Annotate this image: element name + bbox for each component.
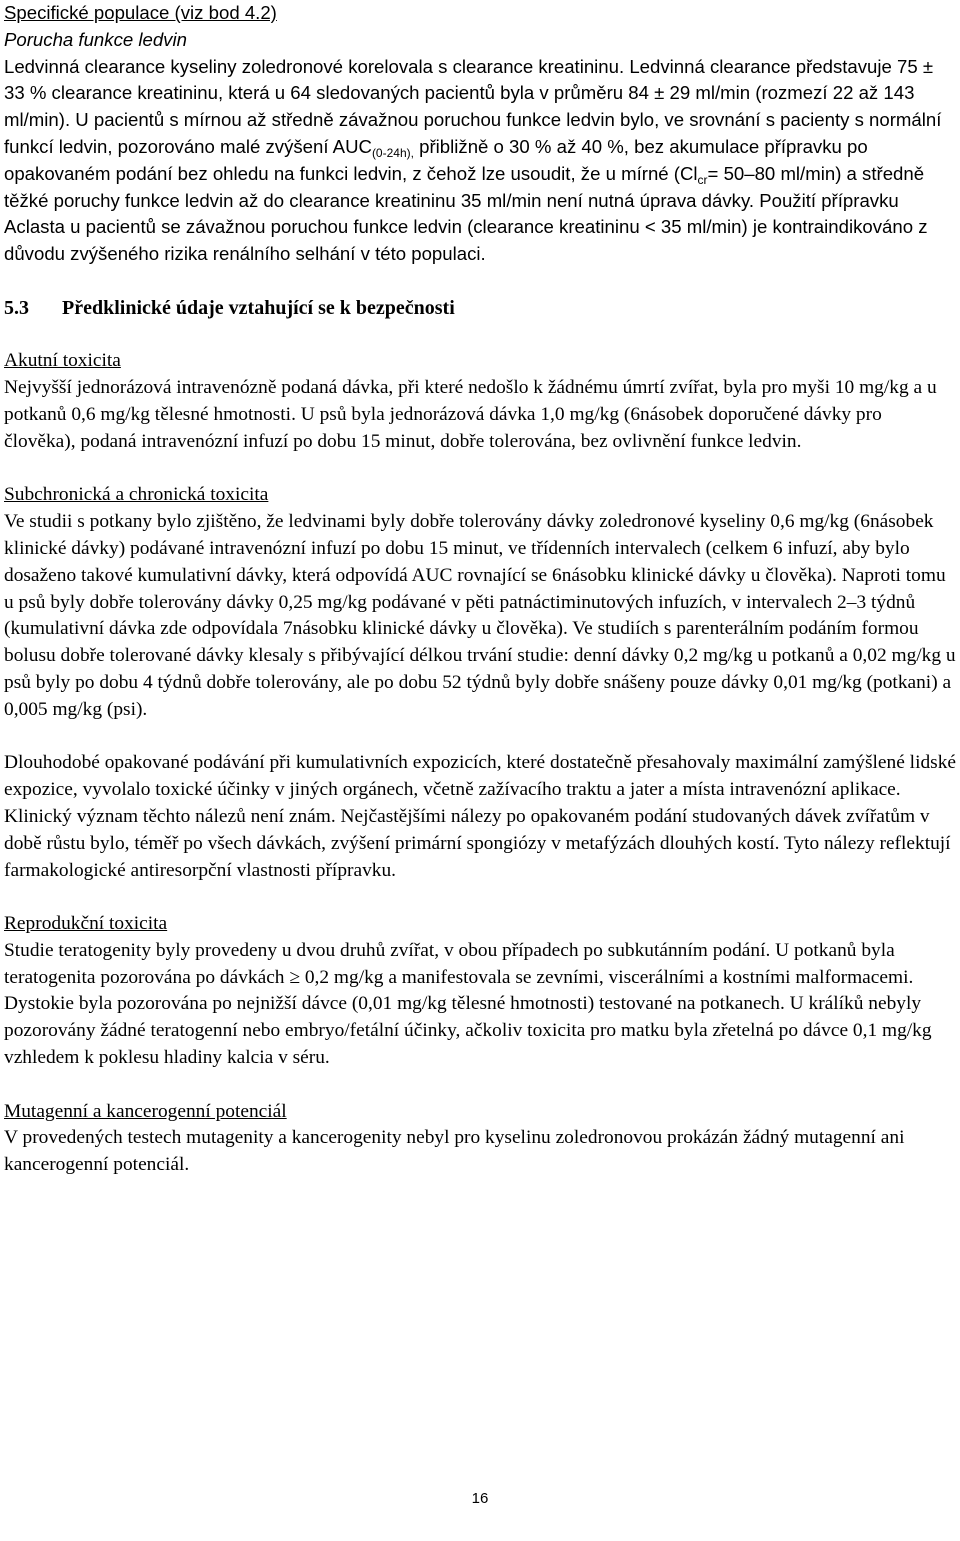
cl-subscript: cr: [697, 172, 708, 187]
subchronic-toxicity-text: Ve studii s potkany bylo zjištěno, že ledvinami byly dobře tolerovány dávky zoledronové kyseliny 0,6 mg/kg (6násobek klinické dávky) podávané intravenózní infuzí po dobu 15 minut, ve třídenních intervalech (celkem 6 infuzí, aby bylo dosaženo takové kumulativní dávky, která odpovídá AUC rovnající se 6násobku klinické dávky u člověka). Naproti tomu u psů byly dobře tolerovány dávky 0,25 mg/kg podávané v pěti patnáctiminutových infuzích, v intervalech 2–3 týdnů (kumulativní dávka zde odpovídala 7násobku klinické dávky u člověka). Ve studiích s parenterálním podáním formou bolusu dobře tolerované dávky klesaly s přibývající délkou trvání studie: denní dávky 0,2 mg/kg u potkanů a 0,02 mg/kg u psů byly po dobu 4 týdnů dobře tolerovány, ale po dobu 52 týdnů byly dobře snášeny pouze dávky 0,01 mg/kg (potkani) a 0,005 mg/kg (psi).: [4, 511, 956, 720]
mutagenic-text: V provedených testech mutagenity a kancerogenity nebyl pro kyselinu zoledronovou prokázán žádný mutagenní ani kancerogenní potenciál.: [4, 1127, 905, 1176]
auc-subscript: (0-24h),: [371, 145, 414, 160]
long-term-dosing-text: Dlouhodobé opakované podávání při kumulativních expozicích, které dostatečně přesahovaly maximální zamýšlené lidské expozice, vyvolalo toxické účinky v jiných orgánech, včetně zažívacího traktu a jater a místa intravenózní aplikace. Klinický význam těchto nálezů není znám. Nejčastějšími nálezy po opakovaném podání studovaných dávek zvířatům v době růstu bylo, téměř po všech dávkách, zvýšení primární spongiózy v metafýzách dlouhých kostí. Tyto nálezy reflektují farmakologické antiresorpční vlastnosti přípravku.: [4, 752, 956, 881]
section-number: 5.3: [4, 296, 29, 319]
subheading-renal-impairment: Porucha funkce ledvin: [4, 28, 187, 50]
paragraph-renal-clearance-part-a: Ledvinná clearance kyseliny zoledronové korelovala s clearance kreatininu. Ledvinná clearance představuje 75 ± 33 % clearance kreatininu, která u 64 sledovaných pacientů byla v průměru 84 ± 29 ml/min (rozmezí 22 až 143 ml/min).: [4, 55, 934, 131]
section-heading: [4, 295, 956, 322]
subchronic-toxicity-heading: Subchronická a chronická toxicita: [4, 484, 269, 506]
document-page: [4, 0, 956, 1179]
page-number: 16: [471, 1490, 489, 1507]
section-title: Předklinické údaje vztahující se k bezpečnosti: [62, 296, 455, 319]
acute-toxicity-text: Nejvyšší jednorázová intravenózně podaná dávka, při které nedošlo k žádnému úmrtí zvířat, byla pro myši 10 mg/kg a u potkanů 0,6 mg/kg tělesné hmotnosti. U psů byla jednorázová dávka 1,0 mg/kg (6násobek doporučené dávky pro člověka), podaná intravenózní infuzí po dobu 15 minut, dobře tolerována, bez ovlivnění funkce ledvin.: [4, 377, 937, 452]
paragraph-renal-clearance-part-c: přibližně o 30 % až 40 %, bez akumulace přípravku po opakovaném podání bez ohledu na funkci ledvin, z čehož lze usoudit, že u mírné (Cl: [4, 135, 868, 184]
reproductive-toxicity-text: Studie teratogenity byly provedeny u dvou druhů zvířat, v obou případech po subkutánním podání. U potkanů byla teratogenita pozorována po dávkách ≥ 0,2 mg/kg a manifestovala se zevními, viscerálními a kostními malformacemi. Dystokie byla pozorována po nejnižší dávce (0,01 mg/kg tělesné hmotnosti) testované na potkanech. U králíků nebyly pozorovány žádné teratogenní nebo embryo/fetální účinky, ačkoliv toxicita pro matku byla zřetelná po dávce 0,1 mg/kg vzhledem k poklesu hladiny kalcia v séru.: [4, 939, 932, 1069]
paragraph-renal-clearance: [4, 54, 956, 268]
mutagenic-heading: Mutagenní a kancerogenní potenciál: [4, 1100, 287, 1122]
paragraph-renal-clearance-part-b: U pacientů s mírnou až středně závažnou poruchou funkce ledvin bylo, ve srovnání s pacienty s normální funkcí ledvin, pozorováno malé zvýšení AUC: [4, 109, 942, 157]
acute-toxicity-heading: Akutní toxicita: [4, 350, 121, 372]
paragraph-renal-clearance-part-d: = 50–80 ml/min) a středně těžké poruchy funkce ledvin až do clearance kreatininu 35 ml/min není nutná úprava dávky. Použití přípravku Aclasta u pacientů se závažnou poruchou funkce ledvin (clearance kreatininu < 35 ml/min) je kontraindikováno z důvodu zvýšeného rizika renálního selhání v této populaci.: [4, 162, 928, 265]
reproductive-toxicity-heading: Reprodukční toxicita: [4, 913, 168, 935]
section-reference: Specifické populace (viz bod 4.2): [4, 2, 277, 23]
